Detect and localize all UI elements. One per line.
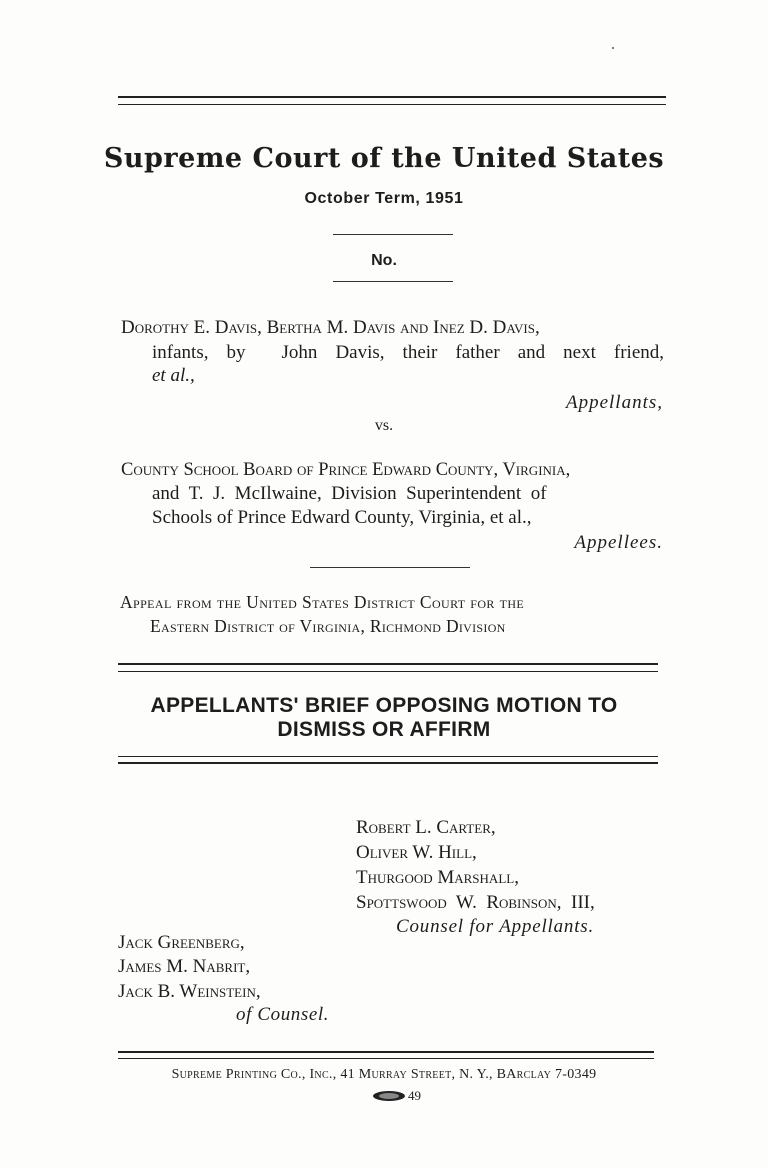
counsel-role: Counsel for Appellants. xyxy=(396,916,595,937)
appellees-line-3: Schools of Prince Edward County, Virginia, et al., xyxy=(152,507,532,528)
counsel-name-2: Oliver W. Hill, xyxy=(356,842,477,863)
counsel-name-4: Spottswood W. Robinson, III, xyxy=(356,892,595,913)
no-rule-bottom xyxy=(333,281,453,282)
appellants-line-1: Dorothy E. Davis, Bertha M. Davis and Inez D. Davis, xyxy=(121,317,540,338)
appellees-line-1: County School Board of Prince Edward County, Virginia, xyxy=(121,460,571,480)
brief-title-line-1: APPELLANTS' BRIEF OPPOSING MOTION TO xyxy=(150,694,618,717)
no-rule-top xyxy=(333,234,453,235)
brief-rule-top-1 xyxy=(118,663,658,665)
union-bug-icon xyxy=(372,1089,406,1103)
printer-imprint: Supreme Printing Co., Inc., 41 Murray Street, N. Y., BArclay 7-0349 xyxy=(171,1067,597,1082)
court-title: Supreme Court of the United States xyxy=(103,143,665,174)
appeal-line-2: Eastern District of Virginia, Richmond Division xyxy=(150,616,506,636)
top-rule-2 xyxy=(118,104,666,105)
of-counsel-name-3: Jack B. Weinstein, xyxy=(118,981,261,1002)
brief-rule-bottom-1 xyxy=(118,756,658,757)
appellants-line-2: infants, by John Davis, their father and next friend, xyxy=(152,342,664,363)
speck xyxy=(612,47,614,49)
appellants-et-al: et al., xyxy=(152,365,195,386)
appellees-line-2: and T. J. McIlwaine, Division Superintendent of xyxy=(152,483,547,504)
appellants-role: Appellants, xyxy=(565,392,663,413)
union-label-number: 49 xyxy=(408,1088,421,1103)
counsel-name-3: Thurgood Marshall, xyxy=(356,867,519,888)
counsel-name-1: Robert L. Carter, xyxy=(356,817,496,838)
printer-rule-1 xyxy=(118,1051,654,1053)
brief-rule-top-2 xyxy=(118,671,658,672)
appeal-line-1: Appeal from the United States District Court for the xyxy=(120,592,525,612)
of-counsel-name-2: James M. Nabrit, xyxy=(118,956,251,977)
appellees-rule xyxy=(310,567,470,568)
brief-rule-bottom-2 xyxy=(118,762,658,764)
case-number-label: No. xyxy=(371,252,397,269)
of-counsel-name-1: Jack Greenberg, xyxy=(118,932,245,953)
versus: vs. xyxy=(374,417,394,434)
top-rule-1 xyxy=(118,96,666,98)
of-counsel-role: of Counsel. xyxy=(236,1004,330,1025)
printer-rule-2 xyxy=(118,1058,654,1059)
term: October Term, 1951 xyxy=(304,190,464,207)
union-label xyxy=(372,1088,432,1104)
brief-title-line-2: DISMISS OR AFFIRM xyxy=(277,718,491,741)
appellees-role: Appellees. xyxy=(574,532,663,553)
